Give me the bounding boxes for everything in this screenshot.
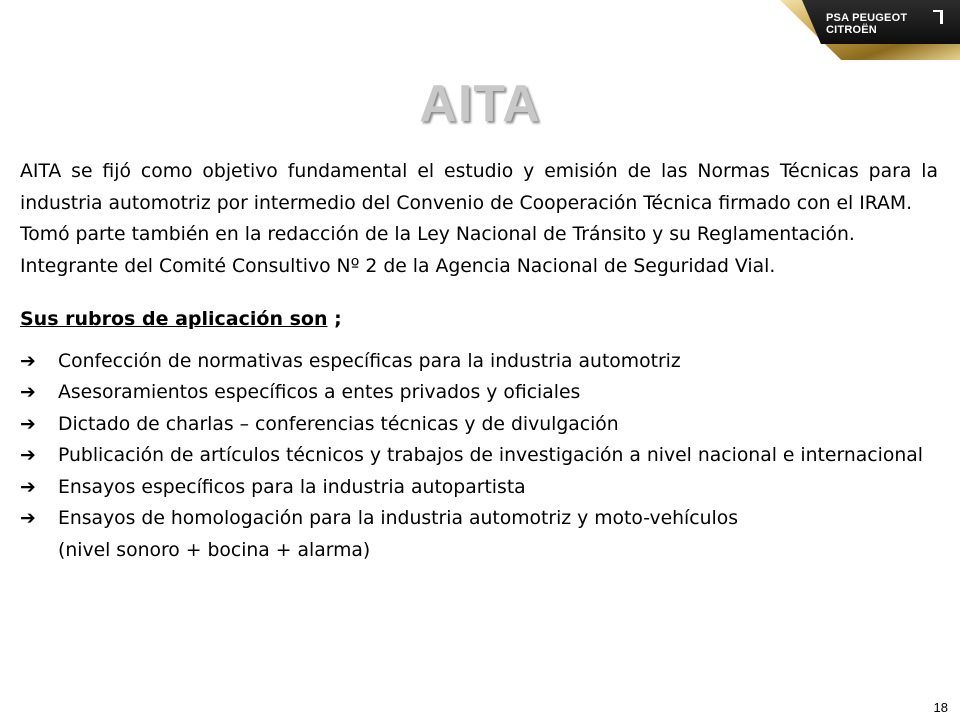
list-item-text: Asesoramientos específicos a entes privados y oficiales — [58, 382, 581, 403]
list-item-text: Ensayos de homologación para la industria automotriz y moto-vehículos — [58, 508, 738, 529]
arrow-right-icon: ➔ — [20, 445, 36, 466]
list-item — [20, 346, 938, 378]
section-heading-suffix: ; — [327, 308, 342, 330]
list-item-text: Confección de normativas específicas para la industria automotriz — [58, 350, 681, 372]
section-heading-text: Sus rubros de aplicación son — [20, 308, 328, 330]
paragraph-transit-law: Tomó parte también en la redacción de la Ley Nacional de Tránsito y su Reglamentación. — [20, 224, 855, 245]
list-item-text: (nivel sonoro + bocina + alarma) — [58, 539, 371, 561]
arrow-right-icon: ➔ — [20, 382, 36, 403]
brand-mark-icon — [933, 10, 943, 24]
paragraph-objective: AITA se fijó como objetivo fundamental el estudio y emisión de las Normas Técnicas para la industria automotriz por intermedio del Convenio de Cooperación Técnica firmado con el IRAM. — [20, 161, 938, 214]
list-item — [20, 409, 938, 441]
list-item-continuation — [20, 535, 938, 567]
arrow-right-icon: ➔ — [20, 508, 36, 529]
list-item-text: Dictado de charlas – conferencias técnicas y de divulgación — [58, 413, 619, 435]
brand-logo-text: PSA PEUGEOT CITROËN — [826, 12, 908, 36]
list-item — [20, 472, 938, 504]
arrow-right-icon: ➔ — [20, 350, 36, 372]
list-item-text: Publicación de artículos técnicos y trabajos de investigación a nivel nacional e internacional — [58, 445, 923, 466]
section-heading — [20, 304, 938, 336]
page-number: 18 — [933, 700, 948, 715]
bullet-list — [20, 346, 938, 567]
list-item-text: Ensayos específicos para la industria autopartista — [58, 476, 526, 498]
page-title: AITA — [419, 75, 541, 133]
paragraph-committee: Integrante del Comité Consultivo Nº 2 de la Agencia Nacional de Seguridad Vial. — [20, 255, 776, 277]
arrow-right-icon: ➔ — [20, 476, 36, 498]
slide-body — [20, 156, 938, 566]
list-item — [20, 440, 938, 472]
arrow-right-icon: ➔ — [20, 413, 36, 435]
list-item — [20, 377, 938, 409]
list-item — [20, 503, 938, 535]
